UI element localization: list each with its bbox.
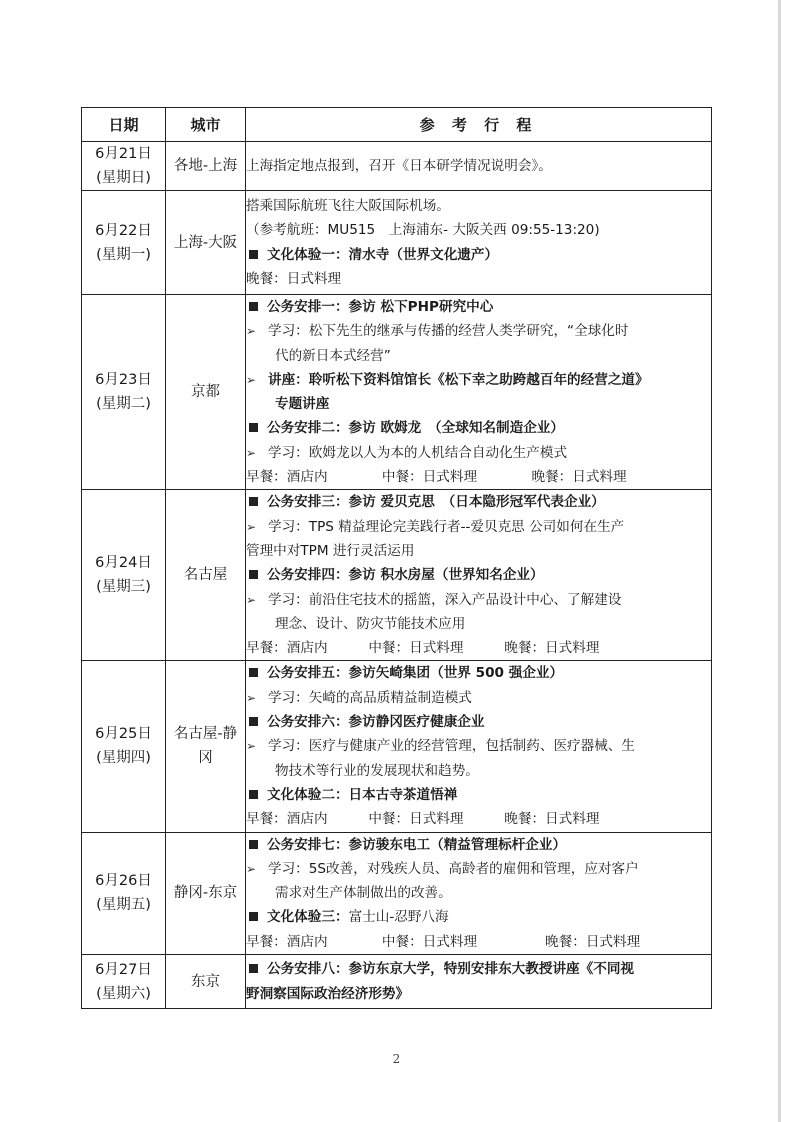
plan-cell <box>246 142 712 191</box>
arrow-item <box>246 686 711 710</box>
arrow-bullet-icon: ➢ <box>246 519 257 534</box>
bullet-item <box>246 661 711 685</box>
table-header-row <box>82 108 712 142</box>
arrow-item <box>246 857 711 881</box>
date-cell <box>82 661 166 832</box>
weekday-text: (星期日) <box>96 170 151 186</box>
city-cell <box>166 490 246 661</box>
square-bullet-icon <box>249 668 258 677</box>
arrow-item <box>246 319 711 343</box>
square-bullet-icon <box>249 570 258 579</box>
arrow-bullet-icon: ➢ <box>246 690 257 705</box>
weekday-text: (星期六) <box>96 985 151 1002</box>
meals-text: 早餐：酒店内 中餐：日式料理 晚餐：日式料理 <box>246 469 627 486</box>
city-cell <box>166 295 246 490</box>
square-bullet-icon <box>249 423 258 432</box>
plan-text: 上海指定地点报到，召开《日本研学情况说明会》。 <box>246 157 552 174</box>
weekday-text: (星期五) <box>96 897 151 914</box>
arrow-text: 学习：医疗与健康产业的经营管理，包括制药、医疗器械、生 <box>268 738 636 755</box>
plan-line <box>246 982 711 1006</box>
weekday-text: (星期二) <box>96 396 151 413</box>
bullet-text: 公务安排四：参访 积水房屋（世界知名企业） <box>267 567 544 584</box>
bullet-item <box>246 783 711 807</box>
continuation-line <box>246 759 711 783</box>
city-text: 上海-大阪 <box>173 234 238 251</box>
date-text: 6月26日 <box>95 873 152 890</box>
plan-line <box>246 539 711 563</box>
date-text: 6月27日 <box>95 961 152 978</box>
bullet-item <box>246 833 711 857</box>
plan-text: （参考航班：MU515 上海浦东- 大阪关西 09:55-13:20) <box>246 222 600 239</box>
bullet-text: 公务安排五：参访矢崎集团（世界 500 强企业） <box>267 665 564 682</box>
bullet-item <box>246 243 711 267</box>
city-text: 名古屋 <box>183 567 228 584</box>
bullet-item <box>246 295 711 319</box>
bullet-text: 文化体验三： <box>267 909 349 926</box>
square-bullet-icon <box>249 250 258 259</box>
header-plan: 参 考 行 程 <box>246 108 712 142</box>
arrow-item <box>246 734 711 758</box>
date-cell <box>82 490 166 661</box>
arrow-bullet-icon: ➢ <box>246 324 257 339</box>
city-cell <box>166 955 246 1009</box>
date-text: 6月22日 <box>95 222 152 239</box>
date-text: 6月24日 <box>95 555 152 572</box>
meals-text: 早餐：酒店内 中餐：日式料理 晚餐：日式料理 <box>246 811 600 828</box>
plan-cell <box>246 295 712 490</box>
plan-line <box>246 218 711 242</box>
date-text: 6月23日 <box>95 372 152 389</box>
bullet-text: 公务安排二：参访 欧姆龙 （全球知名制造企业） <box>267 420 564 437</box>
table-row <box>82 295 712 490</box>
continuation-line <box>246 881 711 905</box>
plan-text: 搭乘国际航班飞往大阪国际机场。 <box>246 197 450 214</box>
bullet-text: 公务安排六：参访静冈医疗健康企业 <box>267 714 485 731</box>
continuation-line <box>246 392 711 416</box>
date-cell <box>82 955 166 1009</box>
city-text: 东京 <box>191 973 220 990</box>
table-row <box>82 490 712 661</box>
plan-text: 晚餐：日式料理 <box>246 270 342 287</box>
bullet-item <box>246 416 711 440</box>
continuation-line <box>246 612 711 636</box>
bullet-item <box>246 905 711 929</box>
header-date: 日期 <box>82 108 166 142</box>
table-row <box>82 142 712 191</box>
continuation-text: 理念、设计、防灾节能技术应用 <box>275 615 466 632</box>
bullet-text: 公务安排一：参访 松下PHP研究中心 <box>267 299 494 315</box>
arrow-text: 学习：松下先生的继承与传播的经营人类学研究，“全球化时 <box>268 323 629 340</box>
arrow-text: 学习：矢崎的高品质精益制造模式 <box>268 689 472 706</box>
city-cell <box>166 191 246 295</box>
meals-line <box>246 807 711 831</box>
continuation-text: 专题讲座 <box>275 396 330 413</box>
square-bullet-icon <box>249 840 258 849</box>
square-bullet-icon <box>249 717 258 726</box>
date-cell <box>82 295 166 490</box>
arrow-bullet-icon: ➢ <box>246 739 257 754</box>
arrow-text: 学习：欧姆龙以人为本的人机结合自动化生产模式 <box>268 444 568 461</box>
bullet-text: 文化体验一：清水寺（世界文化遗产） <box>267 246 499 263</box>
continuation-text: 代的新日本式经营” <box>275 347 391 364</box>
city-cell <box>166 661 246 832</box>
arrow-bullet-icon: ➢ <box>246 372 257 387</box>
square-bullet-icon <box>249 302 258 311</box>
bullet-text-detail: 富士山-忍野八海 <box>348 909 449 926</box>
city-text: 京都 <box>191 384 220 401</box>
bullet-item <box>246 563 711 587</box>
continuation-line <box>246 344 711 368</box>
plan-cell <box>246 955 712 1009</box>
plan-line <box>246 194 711 218</box>
table-row <box>82 191 712 295</box>
arrow-bullet-icon: ➢ <box>246 445 257 460</box>
meals-line <box>246 636 711 660</box>
itinerary-table <box>81 107 712 1009</box>
plan-line <box>246 267 711 291</box>
arrow-bullet-icon: ➢ <box>246 861 257 876</box>
arrow-text: 学习：TPS 精益理论完美践行者--爱贝克思 公司如何在生产 <box>268 518 625 535</box>
square-bullet-icon <box>249 912 258 921</box>
city-text: 各地-上海 <box>173 158 238 174</box>
bullet-text: 公务安排七：参访骏东电工（精益管理标杆企业） <box>267 836 567 853</box>
arrow-item <box>246 515 711 539</box>
city-cell <box>166 832 246 954</box>
bullet-item <box>246 490 711 514</box>
meals-line <box>246 465 711 489</box>
date-text: 6月21日 <box>95 146 152 162</box>
weekday-text: (星期一) <box>96 246 151 263</box>
bullet-text: 公务安排八：参访东京大学，特别安排东大教授讲座《不同视 <box>267 961 635 978</box>
bullet-text: 公务安排三：参访 爱贝克思 （日本隐形冠军代表企业） <box>267 494 605 511</box>
bullet-item <box>246 710 711 734</box>
meals-line <box>246 930 711 954</box>
table-row <box>82 832 712 954</box>
weekday-text: (星期四) <box>96 750 151 767</box>
plan-cell <box>246 661 712 832</box>
bullet-text: 文化体验二：日本古寺茶道悟禅 <box>267 786 458 803</box>
city-text: 静冈-东京 <box>173 885 238 902</box>
square-bullet-icon <box>249 790 258 799</box>
city-cell <box>166 142 246 191</box>
city-text: 名古屋-静冈 <box>173 726 238 767</box>
date-text: 6月25日 <box>95 726 152 743</box>
square-bullet-icon <box>249 497 258 506</box>
header-city: 城市 <box>166 108 246 142</box>
meals-text: 早餐：酒店内 中餐：日式料理 晚餐：日式料理 <box>246 933 641 950</box>
arrow-item <box>246 588 711 612</box>
plan-text: 野洞察国际政治经济形势》 <box>246 985 410 1002</box>
date-cell <box>82 191 166 295</box>
arrow-text: 学习：前沿住宅技术的摇篮，深入产品设计中心、了解建设 <box>268 591 622 608</box>
arrow-text: 讲座：聆听松下资料馆馆长《松下幸之助跨越百年的经营之道》 <box>268 371 649 388</box>
table-row <box>82 661 712 832</box>
table-row <box>82 955 712 1009</box>
itinerary-rows <box>82 142 712 1009</box>
arrow-item <box>246 441 711 465</box>
bullet-item <box>246 957 711 981</box>
arrow-text: 学习：5S改善，对残疾人员、高龄者的雇佣和管理，应对客户 <box>268 860 639 877</box>
plan-cell <box>246 490 712 661</box>
arrow-bullet-icon: ➢ <box>246 592 257 607</box>
arrow-item <box>246 368 711 392</box>
square-bullet-icon <box>249 964 258 973</box>
plan-line <box>246 154 711 178</box>
date-cell <box>82 142 166 191</box>
plan-cell <box>246 832 712 954</box>
page-number: 2 <box>392 1052 401 1066</box>
meals-text: 早餐：酒店内 中餐：日式料理 晚餐：日式料理 <box>246 640 600 657</box>
scan-edge <box>778 0 781 1122</box>
continuation-text: 需求对生产体制做出的改善。 <box>275 885 452 902</box>
continuation-text: 物技术等行业的发展现状和趋势。 <box>275 762 479 779</box>
plan-cell <box>246 191 712 295</box>
plan-text: 管理中对TPM 进行灵活运用 <box>246 542 415 559</box>
date-cell <box>82 832 166 954</box>
weekday-text: (星期三) <box>96 579 151 596</box>
